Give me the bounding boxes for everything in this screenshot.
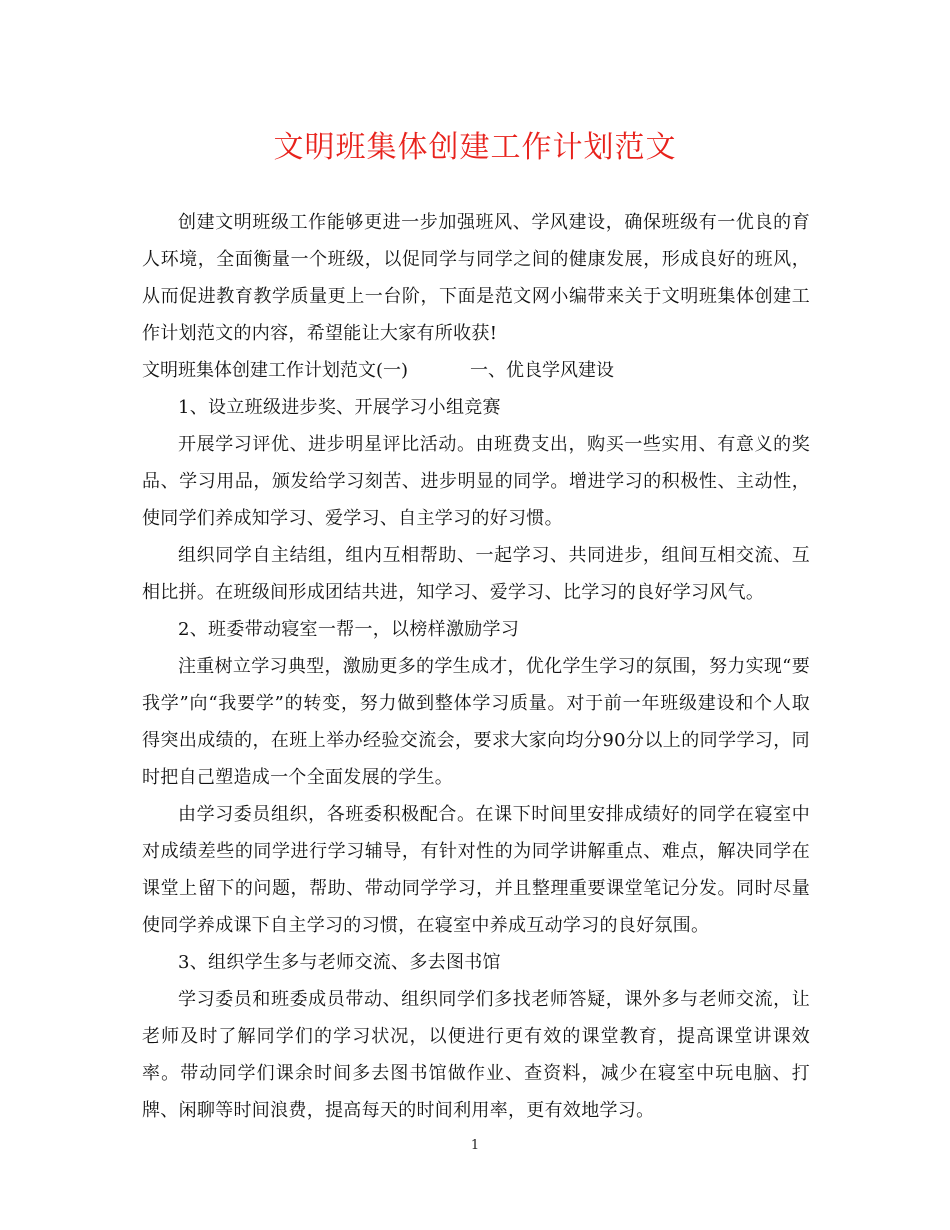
page-number: 1	[470, 1138, 480, 1153]
item1-paragraph-1: 开展学习评优、进步明星评比活动。由班费支出，购买一些实用、有意义的奖品、学习用品，颁发给学习刻苦、进步明显的同学。增进学习的积极性、主动性，使同学们养成知学习、爱学习、自主学习的好习惯。	[142, 434, 810, 529]
document-title: 文明班集体创建工作计划范文	[273, 130, 677, 165]
item1-paragraph-2: 组织同学自主结组，组内互相帮助、一起学习、共同进步，组间互相交流、互相比拼。在班级间形成团结共进，知学习、爱学习、比学习的良好学习风气。	[142, 545, 810, 603]
item2-paragraph-1: 注重树立学习典型，激励更多的学生成才，优化学生学习的氛围，努力实现“要我学”向“我要学”的转变，努力做到整体学习质量。对于前一年班级建设和个人取得突出成绩的，在班上举办经验交流会，要求大家向均分90分以上的同学学习，同时把自己塑造成一个全面发展的学生。	[142, 656, 810, 788]
section-heading: 一、优良学风建设	[470, 360, 615, 381]
section-title: 文明班集体创建工作计划范文(一)	[142, 360, 409, 381]
item2-title: 2、班委带动寝室一帮一，以榜样激励学习	[178, 619, 520, 640]
item2-paragraph-2: 由学习委员组织，各班委积极配合。在课下时间里安排成绩好的同学在寝室中对成绩差些的同学进行学习辅导，有针对性的为同学讲解重点、难点，解决同学在课堂上留下的问题，帮助、带动同学学习，并且整理重要课堂笔记分发。同时尽量使同学养成课下自主学习的习惯，在寝室中养成互动学习的良好氛围。	[142, 804, 810, 936]
item3-title: 3、组织学生多与老师交流、多去图书馆	[178, 952, 501, 973]
item3-paragraph-1: 学习委员和班委成员带动、组织同学们多找老师答疑，课外多与老师交流，让老师及时了解同学们的学习状况，以便进行更有效的课堂教育，提高课堂讲课效率。带动同学们课余时间多去图书馆做作业、查资料，减少在寝室中玩电脑、打牌、闲聊等时间浪费，提高每天的时间利用率，更有效地学习。	[142, 989, 810, 1121]
item1-title: 1、设立班级进步奖、开展学习小组竞赛	[178, 397, 501, 418]
intro-paragraph: 创建文明班级工作能够更进一步加强班风、学风建设，确保班级有一优良的育人环境，全面衡量一个班级，以促同学与同学之间的健康发展，形成良好的班风，从而促进教育教学质量更上一台阶，下面是范文网小编带来关于文明班集体创建工作计划范文的内容，希望能让大家有所收获!	[142, 212, 810, 344]
document-body	[142, 204, 810, 1129]
section-heading-row	[142, 352, 810, 389]
